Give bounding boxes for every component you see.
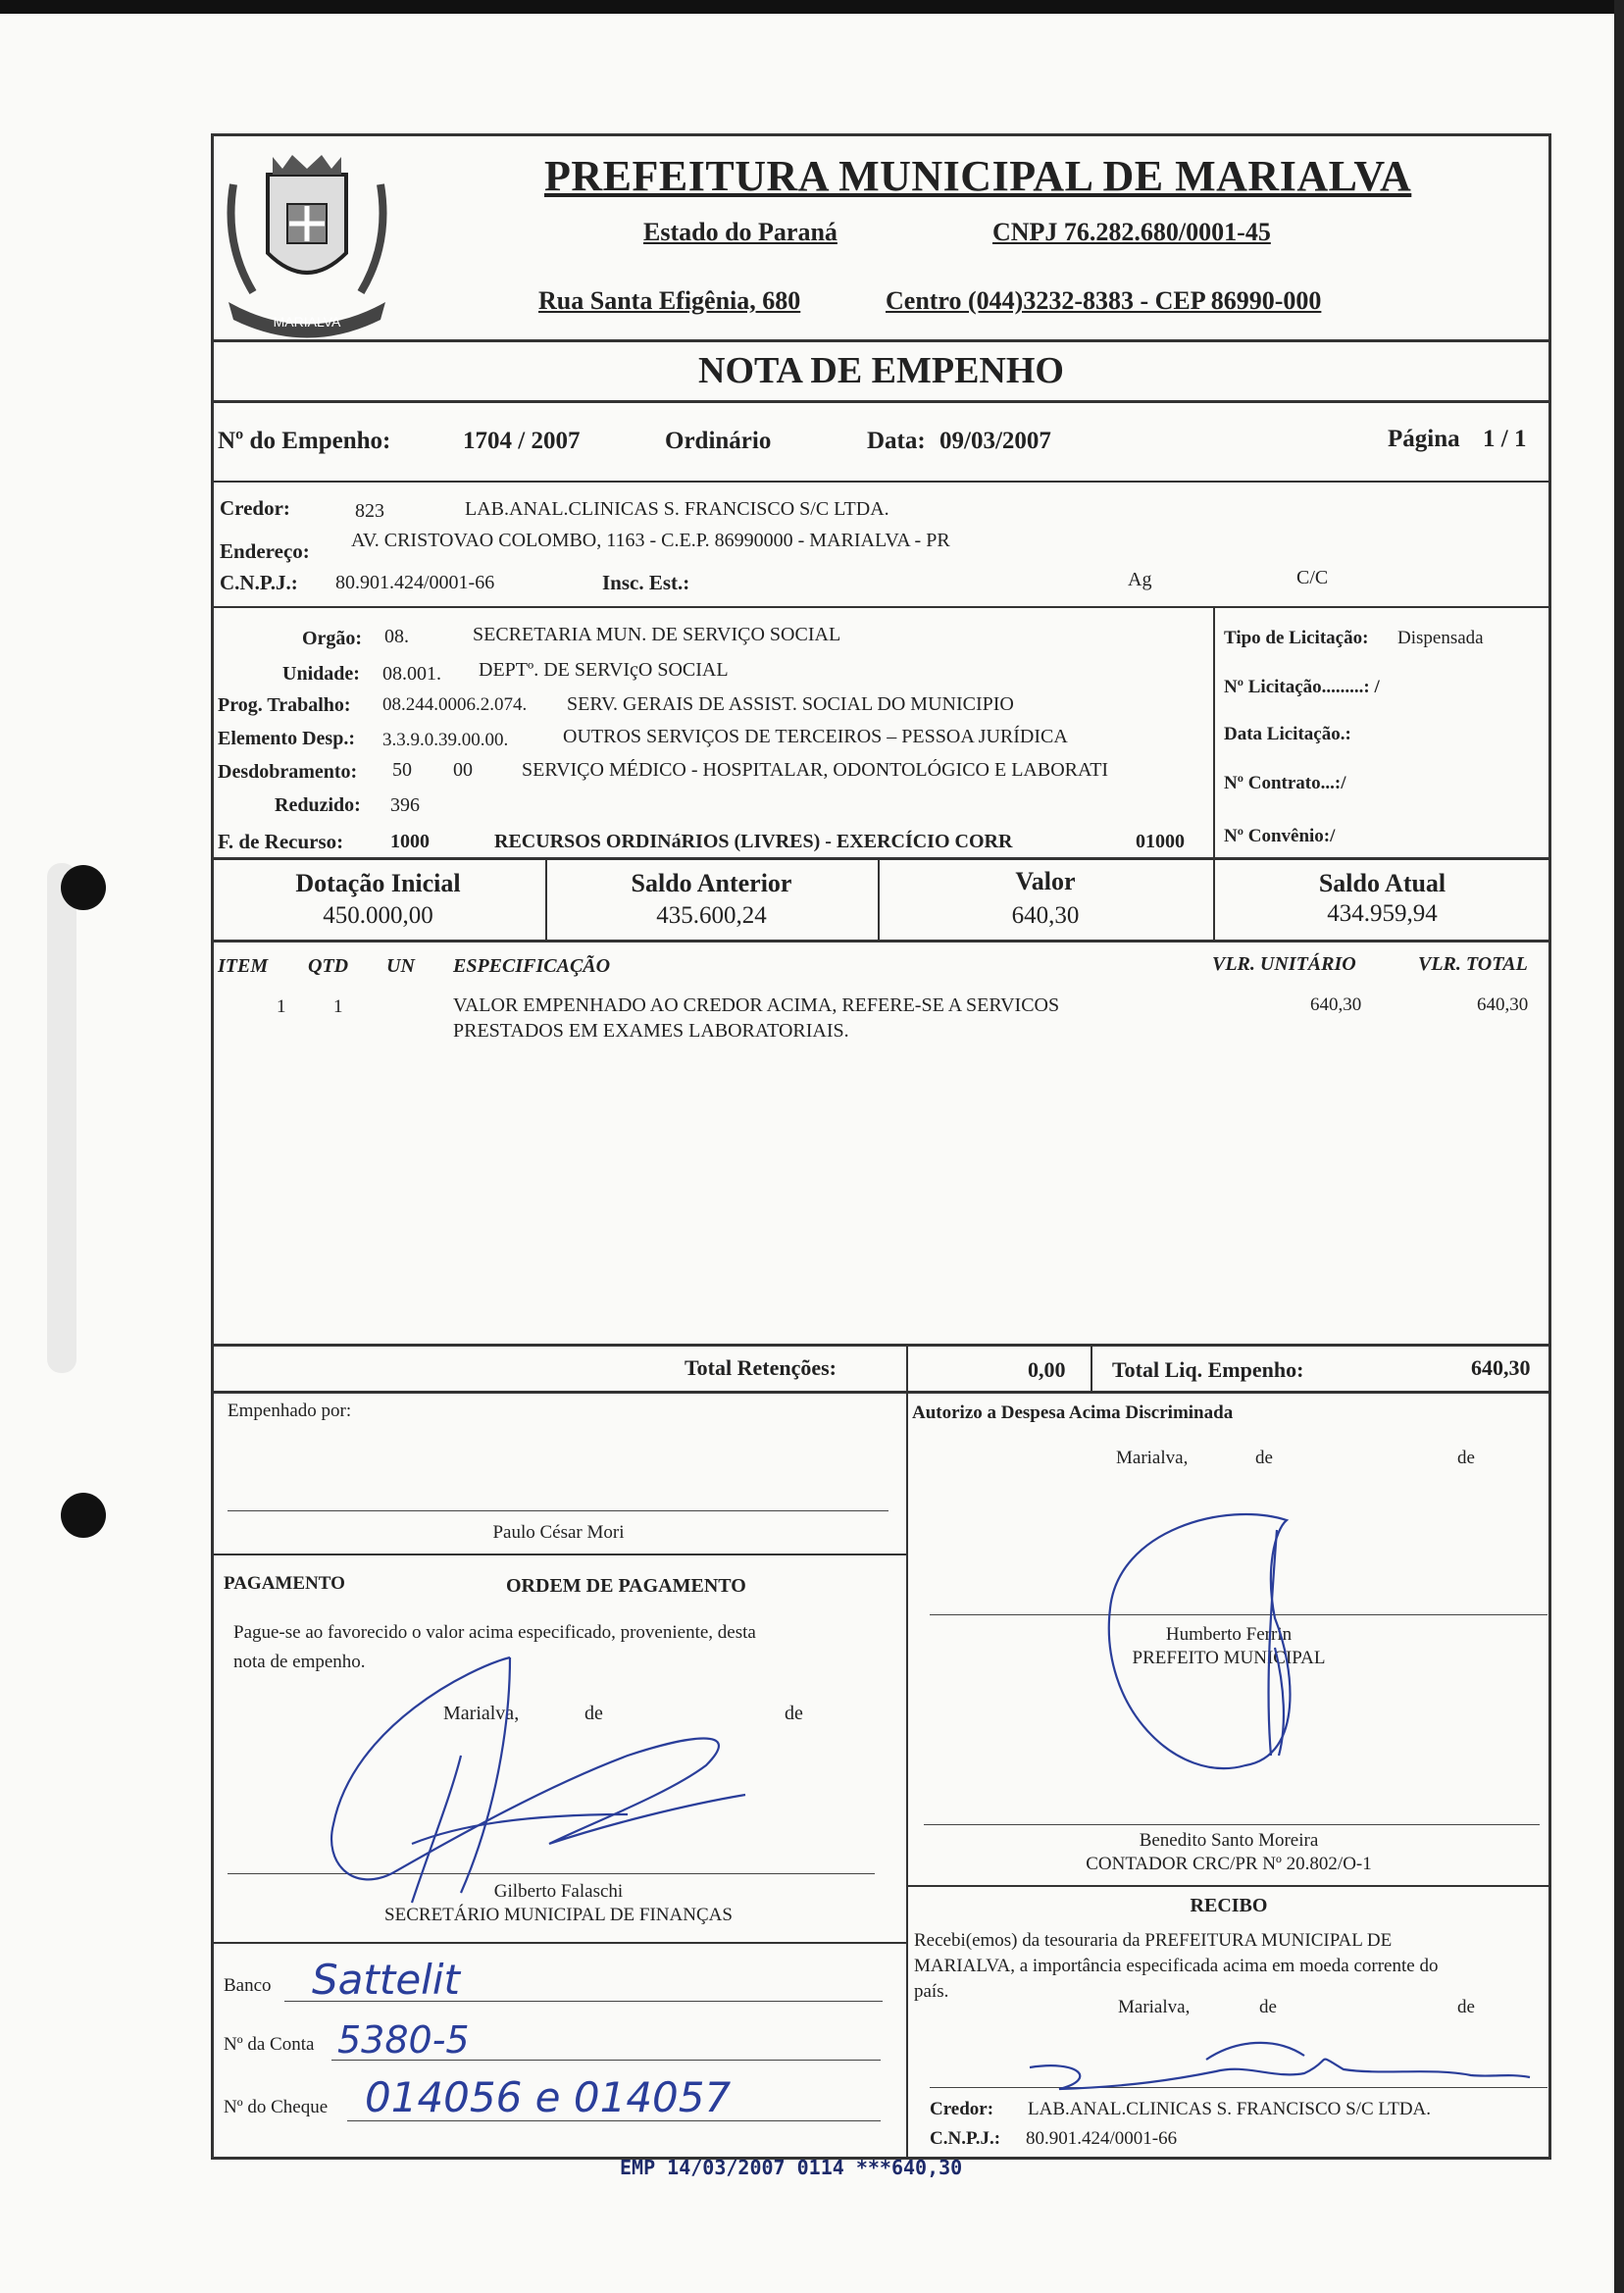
orgao-name: SECRETARIA MUN. DE SERVIÇO SOCIAL <box>473 624 841 645</box>
street-address: Rua Santa Efigênia, 680 <box>538 286 801 315</box>
insc-est-label: Insc. Est.: <box>602 571 690 594</box>
recibo-credor-name: LAB.ANAL.CLINICAS S. FRANCISCO S/C LTDA. <box>1028 2099 1432 2119</box>
unidade-name: DEPTº. DE SERVIçO SOCIAL <box>479 659 729 681</box>
cnpj-label: CNPJ 76.282.680/0001-45 <box>992 218 1271 246</box>
num-licitacao: Nº Licitação.........: / <box>1224 677 1380 697</box>
secretario-title: SECRETÁRIO MUNICIPAL DE FINANÇAS <box>384 1905 733 1925</box>
liq-value: 640,30 <box>1471 1355 1531 1380</box>
prog-label: Prog. Trabalho: <box>218 694 351 716</box>
recibo-cnpj: 80.901.424/0001-66 <box>1026 2128 1178 2149</box>
elemento-code: 3.3.9.0.39.00.00. <box>382 730 509 750</box>
punch-hole <box>61 1493 106 1538</box>
prog-code: 08.244.0006.2.074. <box>382 694 528 715</box>
state-label: Estado do Paraná <box>643 218 837 246</box>
row-item: 1 <box>277 996 286 1017</box>
reduzido-label: Reduzido: <box>275 794 361 816</box>
recibo-cnpj-label: C.N.P.J.: <box>930 2128 1001 2149</box>
saldo-atual-value: 434.959,94 <box>1327 900 1438 927</box>
prefeito-title: PREFEITO MUNICIPAL <box>1132 1648 1326 1668</box>
ag-label: Ag <box>1128 569 1152 590</box>
doc-title: NOTA DE EMPENHO <box>698 350 1064 391</box>
scan-right-border <box>1614 0 1624 2293</box>
empenhado-label: Empenhado por: <box>228 1401 352 1421</box>
col-header-especificacao: ESPECIFICAÇÃO <box>453 955 611 977</box>
saldo-anterior-value: 435.600,24 <box>656 902 767 929</box>
pague-text-2: nota de empenho. <box>233 1652 366 1672</box>
reduzido-value: 396 <box>390 794 420 816</box>
recibo-credor-label: Credor: <box>930 2099 994 2119</box>
recurso-name: RECURSOS ORDINáRIOS (LIVRES) - EXERCÍCIO CORR <box>494 831 1013 852</box>
punch-hole <box>61 865 106 910</box>
col-header-un: UN <box>386 955 415 977</box>
retencoes-value: 0,00 <box>1028 1357 1066 1382</box>
recibo-text-3: país. <box>914 1981 949 2002</box>
recibo-de-1: de <box>1259 1997 1277 2017</box>
recurso-code: 1000 <box>390 831 430 852</box>
pagamento-marialva: Marialva, <box>443 1703 520 1724</box>
autorizo-label: Autorizo a Despesa Acima Discriminada <box>912 1402 1234 1423</box>
creditor-cnpj: 80.901.424/0001-66 <box>335 572 495 593</box>
scan-top-border <box>0 0 1624 14</box>
row-unit-value: 640,30 <box>1310 994 1362 1015</box>
row-spec-line1: VALOR EMPENHADO AO CREDOR ACIMA, REFERE-SE A SERVICOS <box>453 994 1060 1016</box>
empenho-date-label: Data: <box>867 428 926 454</box>
dotacao-value: 450.000,00 <box>323 902 433 929</box>
unidade-code: 08.001. <box>382 663 441 685</box>
page-label: Página <box>1388 426 1460 452</box>
valor-label: Valor <box>1015 867 1076 895</box>
data-licitacao: Data Licitação.: <box>1224 724 1351 744</box>
empenhado-name: Paulo César Mori <box>492 1522 625 1543</box>
row-total-value: 640,30 <box>1477 994 1529 1015</box>
svg-text:MARIALVA: MARIALVA <box>273 314 341 330</box>
contador-name: Benedito Santo Moreira <box>1139 1830 1319 1851</box>
empenho-type: Ordinário <box>665 428 772 454</box>
recibo-text-2: MARIALVA, a importância especificada acima em moeda corrente do <box>914 1956 1439 1976</box>
unidade-label: Unidade: <box>282 663 360 685</box>
autorizo-de-2: de <box>1457 1448 1475 1468</box>
autorizo-marialva: Marialva, <box>1116 1448 1189 1468</box>
col-header-item: ITEM <box>218 955 269 977</box>
empenho-number: 1704 / 2007 <box>463 428 581 454</box>
tipo-licitacao-label: Tipo de Licitação: <box>1224 628 1369 648</box>
recibo-marialva: Marialva, <box>1118 1997 1191 2017</box>
dotacao-label: Dotação Inicial <box>295 869 461 897</box>
col-header-qtd: QTD <box>308 955 349 977</box>
prefeitura-title: PREFEITURA MUNICIPAL DE MARIALVA <box>544 152 1412 200</box>
conta-value: 5380-5 <box>337 2018 470 2062</box>
desdobramento-label: Desdobramento: <box>218 761 358 783</box>
cc-label: C/C <box>1296 567 1329 588</box>
row-qtd: 1 <box>333 996 343 1017</box>
address-label: Endereço: <box>220 539 310 563</box>
retencoes-label: Total Retenções: <box>685 1355 837 1380</box>
saldo-anterior-label: Saldo Anterior <box>631 869 792 897</box>
col-header-vlr-total: VLR. TOTAL <box>1418 953 1528 975</box>
creditor-code: 823 <box>355 500 384 522</box>
desdobramento-name: SERVIÇO MÉDICO - HOSPITALAR, ODONTOLÓGICO E LABORATI <box>522 759 1109 781</box>
col-header-vlr-unitario: VLR. UNITÁRIO <box>1212 953 1356 975</box>
autorizo-de-1: de <box>1255 1448 1273 1468</box>
municipal-crest-icon <box>214 145 400 341</box>
prog-name: SERV. GERAIS DE ASSIST. SOCIAL DO MUNICIPIO <box>567 693 1014 715</box>
elemento-name: OUTROS SERVIÇOS DE TERCEIROS – PESSOA JURÍDICA <box>563 726 1068 747</box>
elemento-label: Elemento Desp.: <box>218 728 355 749</box>
ordem-pagamento-label: ORDEM DE PAGAMENTO <box>506 1575 746 1597</box>
scan-smudge <box>47 863 76 1373</box>
num-convenio: Nº Convênio:/ <box>1224 826 1336 846</box>
cheque-value: 014056 e 014057 <box>365 2073 732 2121</box>
page-number: 1 / 1 <box>1483 426 1527 452</box>
recibo-label: RECIBO <box>1190 1895 1268 1916</box>
desdobramento-code1: 50 <box>392 759 412 781</box>
address-rest: Centro (044)3232-8383 - CEP 86990-000 <box>886 286 1322 315</box>
tipo-licitacao-value: Dispensada <box>1397 628 1484 648</box>
num-contrato: Nº Contrato...:/ <box>1224 773 1346 793</box>
creditor-label: Credor: <box>220 496 290 520</box>
empenho-date: 09/03/2007 <box>939 428 1051 454</box>
empenho-number-label: Nº do Empenho: <box>218 428 391 454</box>
pague-text-1: Pague-se ao favorecido o valor acima especificado, proveniente, desta <box>233 1622 756 1643</box>
desdobramento-code2: 00 <box>453 759 473 781</box>
creditor-address: AV. CRISTOVAO COLOMBO, 1163 - C.E.P. 86990000 - MARIALVA - PR <box>351 530 950 551</box>
row-spec-line2: PRESTADOS EM EXAMES LABORATORIAIS. <box>453 1020 849 1042</box>
recurso-label: F. de Recurso: <box>218 830 344 853</box>
recibo-de-2: de <box>1457 1997 1475 2017</box>
recurso-code2: 01000 <box>1136 831 1185 852</box>
creditor-name: LAB.ANAL.CLINICAS S. FRANCISCO S/C LTDA. <box>465 498 889 520</box>
banco-label: Banco <box>224 1975 272 1996</box>
pagamento-de-2: de <box>785 1703 803 1724</box>
orgao-code: 08. <box>384 626 409 647</box>
contador-title: CONTADOR CRC/PR Nº 20.802/O-1 <box>1086 1854 1372 1874</box>
creditor-cnpj-label: C.N.P.J.: <box>220 571 298 594</box>
pagamento-de-1: de <box>584 1703 603 1724</box>
recibo-text-1: Recebi(emos) da tesouraria da PREFEITURA MUNICIPAL DE <box>914 1930 1393 1951</box>
pagamento-label: PAGAMENTO <box>224 1573 345 1594</box>
payment-stamp: EMP 14/03/2007 0114 ***640,30 <box>620 2156 963 2179</box>
cheque-label: Nº do Cheque <box>224 2097 329 2117</box>
valor-value: 640,30 <box>1011 902 1080 929</box>
prefeito-name: Humberto Ferrin <box>1165 1624 1293 1645</box>
orgao-label: Orgão: <box>302 628 363 649</box>
conta-label: Nº da Conta <box>224 2034 315 2055</box>
banco-value: Sattelit <box>312 1956 460 2004</box>
liq-label: Total Liq. Empenho: <box>1112 1357 1304 1382</box>
secretario-name: Gilberto Falaschi <box>493 1881 624 1902</box>
saldo-atual-label: Saldo Atual <box>1318 869 1446 897</box>
